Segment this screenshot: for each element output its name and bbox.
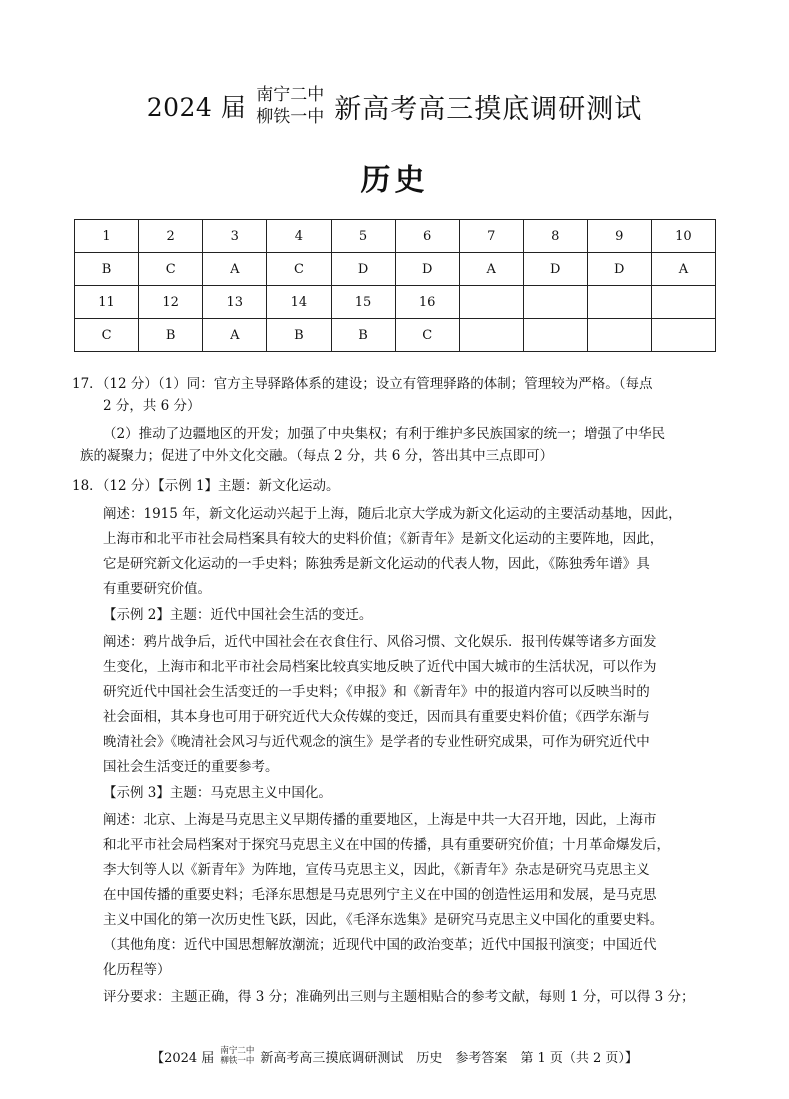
table-cell bbox=[651, 286, 715, 319]
table-cell: B bbox=[139, 319, 203, 352]
table-cell: D bbox=[587, 253, 651, 286]
table-cell: B bbox=[331, 319, 395, 352]
table-cell: 5 bbox=[331, 220, 395, 253]
table-cell: 12 bbox=[139, 286, 203, 319]
text-line: 有重要研究价值。 bbox=[103, 581, 211, 597]
table-cell: 2 bbox=[139, 220, 203, 253]
title-school-1: 南宁二中 bbox=[256, 85, 325, 105]
text-line: 2 分，共 6 分） bbox=[103, 398, 201, 414]
text-line: 和北平市社会局档案对于探究马克思主义在中国的传播，具有重要研究价值；十月革命爆发后， bbox=[103, 837, 670, 853]
text-line: 研究近代中国社会生活变迁的一手史料；《申报》和《新青年》中的报道内容可以反映当时的 bbox=[103, 684, 650, 700]
table-cell: 16 bbox=[395, 286, 459, 319]
table-cell: C bbox=[395, 319, 459, 352]
table-cell: 14 bbox=[267, 286, 331, 319]
table-cell: B bbox=[267, 319, 331, 352]
text-line: 阐述：鸦片战争后，近代中国社会在衣食住行、风俗习惯、文化娱乐．报刊传媒等诸多方面发 bbox=[103, 634, 657, 650]
footer-school-2: 柳铁一中 bbox=[220, 1056, 255, 1066]
table-cell: 4 bbox=[267, 220, 331, 253]
text-line: （2）推动了边疆地区的开发；加强了中央集权；有利于维护多民族国家的统一；增强了中华民 bbox=[103, 426, 666, 442]
table-cell: B bbox=[75, 253, 139, 286]
table-cell: D bbox=[395, 253, 459, 286]
table-cell bbox=[523, 286, 587, 319]
table-cell: D bbox=[331, 253, 395, 286]
title-schools bbox=[256, 84, 324, 128]
text-line: 18．（12 分）【示例 1】主题：新文化运动。 bbox=[72, 478, 340, 494]
text-line: 化历程等） bbox=[103, 962, 171, 978]
table-cell: A bbox=[203, 319, 267, 352]
table-cell: A bbox=[203, 253, 267, 286]
page-footer bbox=[0, 1046, 789, 1066]
table-cell: C bbox=[267, 253, 331, 286]
table-cell: 8 bbox=[523, 220, 587, 253]
table-cell: 7 bbox=[459, 220, 523, 253]
table-cell: A bbox=[651, 253, 715, 286]
table-cell bbox=[651, 319, 715, 352]
table-cell: 15 bbox=[331, 286, 395, 319]
title-main: 新高考高三摸底调研测试 bbox=[334, 93, 643, 125]
table-cell: D bbox=[523, 253, 587, 286]
table-cell bbox=[523, 319, 587, 352]
table-row bbox=[75, 253, 716, 286]
text-line: 族的凝聚力；促进了中外文化交融。（每点 2 分，共 6 分，答出其中三点即可） bbox=[80, 448, 554, 464]
title-year: 2024 届 bbox=[146, 93, 247, 122]
table-cell bbox=[587, 319, 651, 352]
text-line: 主义中国化的第一次历史性飞跃，因此，《毛泽东选集》是研究马克思主义中国化的重要史料。 bbox=[103, 912, 664, 928]
footer-rest: 新高考高三摸底调研测试 历史 参考答案 第 1 页（共 2 页）】 bbox=[260, 1050, 638, 1066]
text-line: 评分要求：主题正确，得 3 分；准确列出三则与主题相贴合的参考文献，每则 1 分，可以得 3 分； bbox=[103, 989, 695, 1005]
answer-table bbox=[74, 219, 716, 352]
text-line: 李大钊等人以《新青年》为阵地，宣传马克思主义，因此，《新青年》杂志是研究马克思主义 bbox=[103, 862, 650, 878]
text-line: （其他角度：近代中国思想解放潮流；近现代中国的政治变革；近代中国报刊演变；中国近代 bbox=[103, 937, 657, 953]
footer-schools bbox=[220, 1046, 254, 1066]
table-cell: 9 bbox=[587, 220, 651, 253]
footer-open: 【2024 届 bbox=[151, 1050, 215, 1066]
table-cell bbox=[587, 286, 651, 319]
text-line: 在中国传播的重要史料；毛泽东思想是马克思列宁主义在中国的创造性运用和发展，是马克思 bbox=[103, 887, 657, 903]
title-school-2: 柳铁一中 bbox=[256, 107, 325, 127]
document-title bbox=[0, 84, 789, 128]
footer-school-1: 南宁二中 bbox=[220, 1046, 255, 1056]
text-line: 它是研究新文化运动的一手史料；陈独秀是新文化运动的代表人物，因此，《陈独秀年谱》具 bbox=[103, 556, 650, 572]
text-line: 上海市和北平市社会局档案具有较大的史料价值；《新青年》是新文化运动的主要阵地，因此， bbox=[103, 531, 664, 547]
subject-heading: 历史 bbox=[360, 163, 429, 198]
table-row bbox=[75, 319, 716, 352]
table-cell bbox=[459, 319, 523, 352]
table-cell: 13 bbox=[203, 286, 267, 319]
text-line: 17．（12 分）（1）同：官方主导驿路体系的建设；设立有管理驿路的体制；管理较为严格。（每点 bbox=[72, 376, 653, 392]
table-cell: 1 bbox=[75, 220, 139, 253]
table-cell: 6 bbox=[395, 220, 459, 253]
text-line: 国社会生活变迁的重要参考。 bbox=[103, 759, 279, 775]
text-line: 【示例 3】主题：马克思主义中国化。 bbox=[103, 785, 332, 801]
table-row bbox=[75, 220, 716, 253]
table-cell: A bbox=[459, 253, 523, 286]
text-line: 晚清社会》《晚清社会风习与近代观念的演生》是学者的专业性研究成果，可作为研究近代中 bbox=[103, 734, 650, 750]
text-line: 阐述：北京、上海是马克思主义早期传播的重要地区，上海是中共一大召开地，因此，上海市 bbox=[103, 812, 657, 828]
text-line: 生变化，上海市和北平市社会局档案比较真实地反映了近代中国大城市的生活状况，可以作为 bbox=[103, 659, 657, 675]
table-cell bbox=[459, 286, 523, 319]
table-cell: 11 bbox=[75, 286, 139, 319]
table-cell: 10 bbox=[651, 220, 715, 253]
text-line: 社会面相，其本身也可用于研究近代大众传媒的变迁，因而具有重要史料价值；《西学东渐与 bbox=[103, 709, 650, 725]
table-cell: C bbox=[75, 319, 139, 352]
text-line: 阐述：1915 年，新文化运动兴起于上海，随后北京大学成为新文化运动的主要活动基地，因此， bbox=[103, 506, 682, 522]
text-line: 【示例 2】主题：近代中国社会生活的变迁。 bbox=[103, 607, 373, 623]
table-cell: 3 bbox=[203, 220, 267, 253]
table-row bbox=[75, 286, 716, 319]
table-cell: C bbox=[139, 253, 203, 286]
